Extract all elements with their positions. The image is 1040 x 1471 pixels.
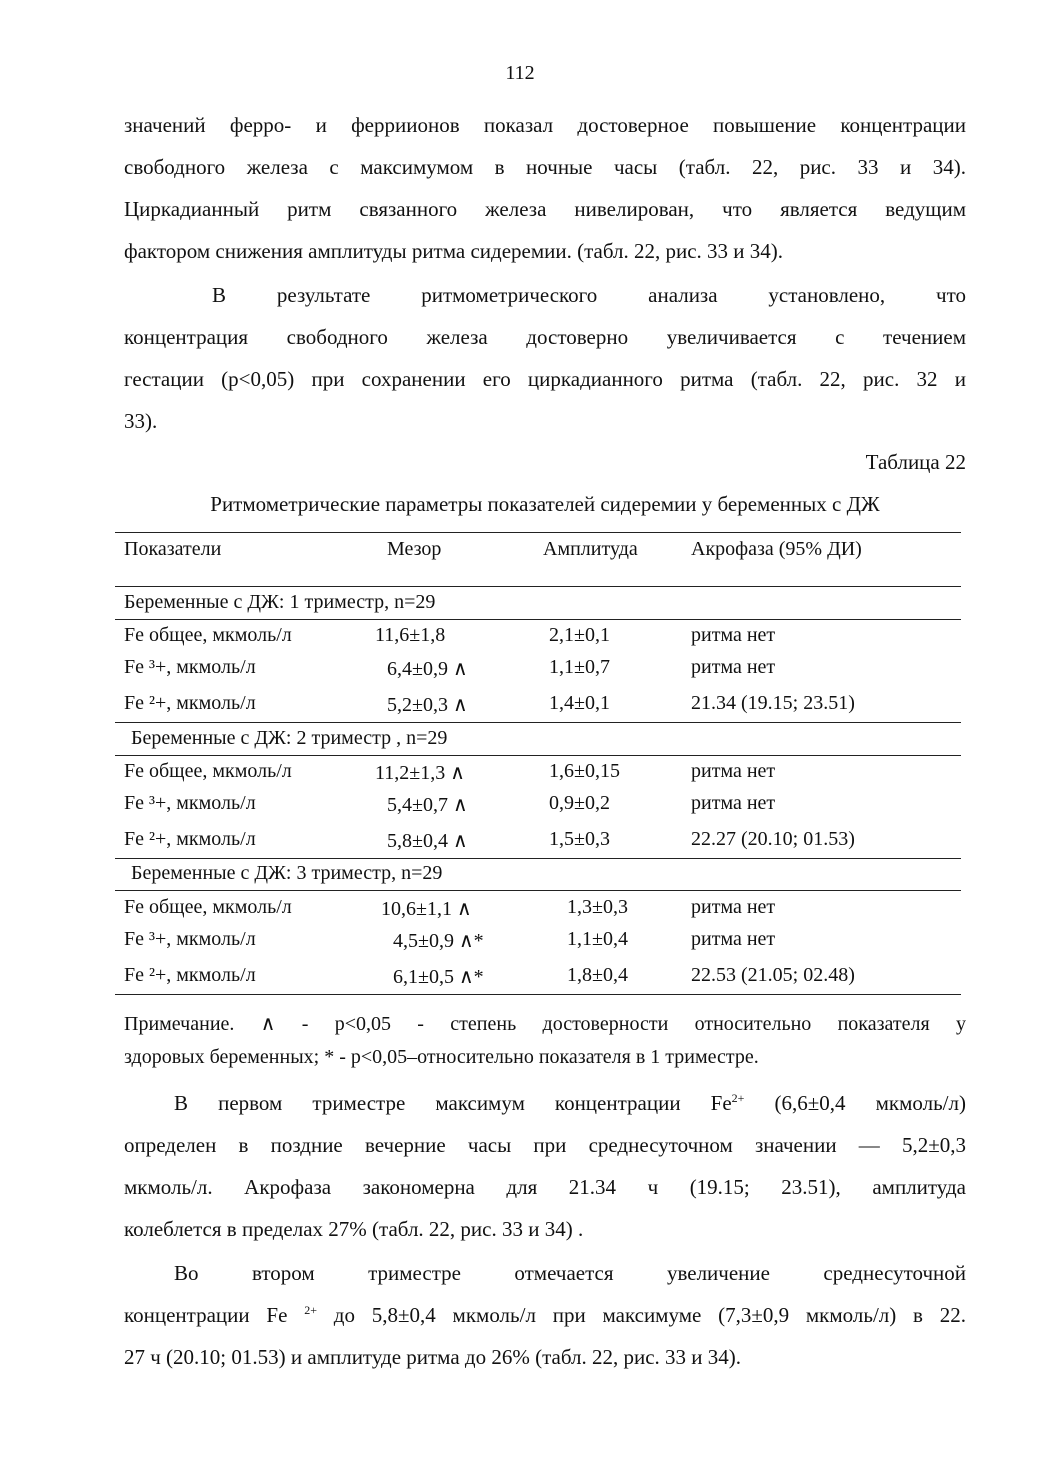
header-mesor: Мезор bbox=[387, 538, 442, 560]
table-cell: ритма нет bbox=[691, 928, 776, 950]
text-line: фактором снижения амплитуды ритма сидеремии. (табл. 22, рис. 33 и 34). bbox=[124, 239, 784, 263]
table-cell: 1,3±0,3 bbox=[567, 896, 628, 918]
table-cell: ритма нет bbox=[691, 760, 776, 782]
table-cell: ритма нет bbox=[691, 792, 776, 814]
table-rule bbox=[115, 586, 961, 587]
group-title: Беременные с ДЖ: 3 триместр, n=29 bbox=[131, 862, 443, 884]
text-line: значений ферро- и ферриионов показал достоверное повышение концентрации bbox=[124, 113, 966, 137]
table-cell: Fe ²+, мкмоль/л bbox=[124, 964, 256, 986]
paragraph-3 bbox=[124, 1082, 966, 1250]
text-fragment: (6,6±0,4 мкмоль/л) bbox=[744, 1091, 966, 1115]
table-title: Ритмометрические параметры показателей сидеремии у беременных с ДЖ bbox=[210, 492, 880, 516]
table-cell: 1,6±0,15 bbox=[549, 760, 620, 782]
text-line: свободного железа с максимумом в ночные часы (табл. 22, рис. 33 и 34). bbox=[124, 155, 966, 179]
table-cell: 1,1±0,4 bbox=[567, 928, 628, 950]
table-cell: Fe ²+, мкмоль/л bbox=[124, 692, 256, 714]
table-cell: 0,9±0,2 bbox=[549, 792, 610, 814]
text-line: мкмоль/л. Акрофаза закономерна для 21.34 ч (19.15; 23.51), амплитуда bbox=[124, 1175, 966, 1199]
table-note bbox=[124, 1008, 966, 1074]
paragraph-1 bbox=[124, 104, 966, 272]
table-rule bbox=[115, 619, 961, 620]
table-cell: 21.34 (19.15; 23.51) bbox=[691, 692, 855, 714]
table-cell: 11,2±1,3 ∧ bbox=[375, 762, 465, 784]
table-cell: 4,5±0,9 ∧* bbox=[393, 930, 484, 952]
table-cell: Fe ³+, мкмоль/л bbox=[124, 656, 256, 678]
table-rule bbox=[115, 858, 961, 859]
header-indicators: Показатели bbox=[124, 538, 222, 560]
text-line: концентрация свободного железа достоверно увеличивается с течением bbox=[124, 325, 966, 349]
table-cell: 1,1±0,7 bbox=[549, 656, 610, 678]
table-cell: 1,4±0,1 bbox=[549, 692, 610, 714]
text-fragment: концентрации Fe bbox=[124, 1303, 305, 1327]
table-cell: 22.53 (21.05; 02.48) bbox=[691, 964, 855, 986]
table-cell: 1,8±0,4 bbox=[567, 964, 628, 986]
text-line bbox=[124, 1082, 966, 1124]
paragraph-4 bbox=[124, 1252, 966, 1378]
table-cell: 2,1±0,1 bbox=[549, 624, 610, 646]
header-amplitude: Амплитуда bbox=[543, 538, 638, 560]
table-label: Таблица 22 bbox=[865, 450, 966, 474]
superscript: 2+ bbox=[304, 1303, 317, 1317]
header-acrophase: Акрофаза (95% ДИ) bbox=[691, 538, 862, 560]
table-cell: 6,4±0,9 ∧ bbox=[387, 658, 468, 680]
table-cell: 10,6±1,1 ∧ bbox=[381, 898, 472, 920]
table-cell: Fe ³+, мкмоль/л bbox=[124, 792, 256, 814]
group-title: Беременные с ДЖ: 2 триместр , n=29 bbox=[131, 727, 448, 749]
table-cell: ритма нет bbox=[691, 624, 776, 646]
text-line: Во втором триместре отмечается увеличение среднесуточной bbox=[174, 1261, 966, 1285]
text-fragment: В первом триместре максимум концентрации Fe bbox=[174, 1091, 732, 1115]
table-cell: Fe общее, мкмоль/л bbox=[124, 624, 292, 646]
superscript: 2+ bbox=[731, 1091, 745, 1105]
table-cell: ритма нет bbox=[691, 896, 776, 918]
paragraph-2 bbox=[124, 274, 966, 442]
text-line: определен в поздние вечерние часы при среднесуточном значении — 5,2±0,3 bbox=[124, 1133, 966, 1157]
text-fragment: до 5,8±0,4 мкмоль/л при максимуме (7,3±0,9 мкмоль/л) в 22. bbox=[317, 1303, 966, 1327]
text-line bbox=[124, 1294, 966, 1336]
table-cell: 5,4±0,7 ∧ bbox=[387, 794, 468, 816]
table-cell: Fe ³+, мкмоль/л bbox=[124, 928, 256, 950]
table-cell: 5,8±0,4 ∧ bbox=[387, 830, 468, 852]
table-cell: 11,6±1,8 bbox=[375, 624, 446, 646]
text-line: 33). bbox=[124, 409, 158, 433]
table-cell: Fe общее, мкмоль/л bbox=[124, 760, 292, 782]
text-line: колеблется в пределах 27% (табл. 22, рис. 33 и 34) . bbox=[124, 1217, 584, 1241]
text-line: В результате ритмометрического анализа установлено, что bbox=[212, 283, 966, 307]
table-cell: 22.27 (20.10; 01.53) bbox=[691, 828, 855, 850]
group-title: Беременные с ДЖ: 1 триместр, n=29 bbox=[124, 591, 436, 613]
table-cell: 6,1±0,5 ∧* bbox=[393, 966, 484, 988]
table-rule bbox=[115, 532, 961, 533]
table-cell: Fe ²+, мкмоль/л bbox=[124, 828, 256, 850]
text-line: гестации (р<0,05) при сохранении его циркадианного ритма (табл. 22, рис. 32 и bbox=[124, 367, 966, 391]
table-rule bbox=[115, 994, 961, 995]
page-number: 112 bbox=[505, 62, 535, 84]
table-cell: 1,5±0,3 bbox=[549, 828, 610, 850]
table-rule bbox=[115, 722, 961, 723]
table-cell: 5,2±0,3 ∧ bbox=[387, 694, 468, 716]
table-rule bbox=[115, 755, 961, 756]
text-line: здоровых беременных; * - р<0,05–относительно показателя в 1 триместре. bbox=[124, 1046, 759, 1068]
table-rule bbox=[115, 890, 961, 891]
table-cell: Fe общее, мкмоль/л bbox=[124, 896, 292, 918]
text-line: 27 ч (20.10; 01.53) и амплитуде ритма до 26% (табл. 22, рис. 33 и 34). bbox=[124, 1345, 742, 1369]
text-line: Примечание. ∧ - р<0,05 - степень достоверности относительно показателя у bbox=[124, 1013, 966, 1035]
text-line: Циркадианный ритм связанного железа нивелирован, что является ведущим bbox=[124, 197, 966, 221]
table-cell: ритма нет bbox=[691, 656, 776, 678]
